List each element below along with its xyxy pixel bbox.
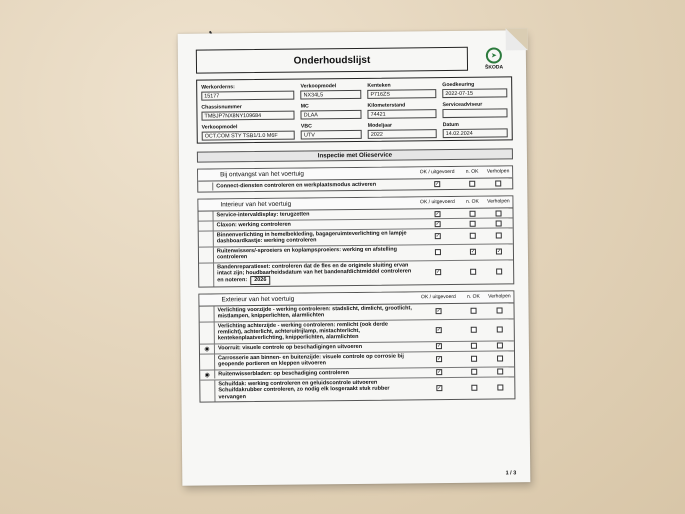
field-label: Goedkeuring — [442, 81, 475, 89]
field-value: TMBJP7NX8NY109684 — [201, 111, 294, 121]
field-value — [443, 108, 508, 118]
inspection-block — [198, 290, 515, 402]
checkbox-cell — [486, 356, 514, 362]
field-value: UTV — [301, 130, 362, 140]
row-text — [213, 304, 415, 321]
column-header: OK / uitgevoerd — [420, 198, 455, 206]
block-title: Bij ontvangst van het voertuig — [220, 170, 304, 179]
column-header: n. OK — [465, 198, 479, 205]
checkbox-cell — [416, 356, 462, 362]
checkbox[interactable] — [471, 369, 477, 375]
inspection-blocks — [197, 165, 515, 402]
checkbox-cell — [485, 249, 513, 255]
info-field — [202, 124, 295, 141]
checkbox-cell — [414, 181, 460, 187]
checkbox-cell — [486, 343, 514, 349]
checkbox[interactable]: ✓ — [436, 327, 441, 334]
info-field — [442, 81, 507, 98]
field-label: Serviceadviseur — [442, 101, 483, 109]
block-title: Interieur van het voertuig — [220, 200, 292, 209]
checkbox[interactable]: ✓ — [436, 308, 441, 315]
checkbox[interactable]: ✓ — [470, 248, 476, 255]
row-description: Verlichting voorzijde - werking controleren: stadslicht, dimlicht, grootlicht, mistlampen, knipperlichten, alarmlichten — [217, 305, 412, 320]
checkbox-cell — [415, 220, 461, 226]
checkbox-cell — [462, 369, 486, 375]
checkbox[interactable] — [497, 385, 503, 391]
checkbox-cell — [416, 369, 462, 375]
row-description: Ruitenwissers/-sproeiers en koplampsproeiers: werking en afstelling controleren — [216, 246, 397, 261]
checkbox[interactable]: ✓ — [437, 385, 442, 392]
column-header: Verholpen — [487, 198, 510, 205]
brand-name: ŠKODA — [484, 63, 504, 71]
row-description: Verlichting achterzijde - werking controleren: remlicht (ook derde remlicht), achterlicht, achteruitrijlamp, mistachterlicht, kentekenplaatverlichting, knipperlichten, alarmlichten — [217, 321, 388, 342]
checkbox[interactable] — [470, 269, 476, 275]
field-value: OCT.COM STY TSB1/1.0 M6F — [202, 131, 295, 141]
row-text — [213, 210, 415, 221]
checkbox[interactable]: ✓ — [437, 356, 442, 363]
checkbox[interactable] — [497, 308, 503, 314]
row-description: Bandenreparatieset: controleren dat de fles en de originele sluiting ervan intact zijn; houdbaarheidsdatum van het bandenafdichtmiddel controleren en noteren: — [217, 262, 412, 284]
checkbox-cell — [461, 220, 485, 226]
column-header: Verholpen — [486, 168, 510, 175]
checkbox[interactable]: ✓ — [435, 181, 440, 188]
row-description: Ruitenwisserbladen: op beschadiging controleren — [218, 370, 350, 378]
checkbox-cell — [461, 269, 485, 275]
checklist-row — [200, 319, 514, 345]
checkbox[interactable] — [470, 233, 476, 239]
field-label: Werkorderns: — [201, 84, 235, 91]
checkbox[interactable] — [471, 385, 477, 391]
block-title: Exterieur van het voertuig — [221, 295, 295, 304]
row-text — [212, 180, 414, 191]
checkbox-cell — [416, 327, 462, 333]
checkbox-cell — [416, 343, 462, 349]
row-text — [213, 229, 415, 246]
row-description: Carrosserie aan binnen- en buitenzijde: visuele controle op corrosie bij geopende portieren en kleppen uitvoeren — [218, 353, 404, 368]
field-label: Kilometerstand — [367, 102, 406, 109]
checkbox[interactable] — [435, 249, 441, 255]
row-marker-icon: ◉ — [204, 372, 210, 379]
checkbox[interactable] — [496, 233, 502, 239]
checkbox-cell — [486, 369, 514, 375]
checkbox[interactable] — [496, 210, 502, 216]
field-label: Modeljaar — [367, 122, 393, 129]
checkbox[interactable] — [497, 327, 503, 333]
row-text — [213, 245, 415, 262]
row-text — [214, 352, 416, 369]
row-text — [214, 368, 416, 379]
column-header: Verholpen — [488, 292, 511, 300]
checkbox[interactable] — [469, 181, 475, 187]
checkbox[interactable]: ✓ — [435, 220, 440, 227]
checkbox-cell — [462, 356, 486, 362]
row-text — [213, 220, 415, 231]
header — [196, 46, 512, 73]
checkbox-cell — [460, 181, 484, 187]
checklist-row — [198, 178, 512, 191]
row-text — [214, 320, 416, 343]
column-header: n. OK — [465, 168, 479, 175]
checkbox-cell — [415, 210, 461, 216]
field-value: 74421 — [368, 109, 437, 119]
checkbox-cell — [486, 308, 514, 314]
checkbox-cell — [484, 180, 512, 186]
field-label: VBC — [300, 123, 312, 130]
row-description: Schuifdak: werking controleren en geluidscontrole uitvoeren Schuifdakrubber controleren, zo nodig elk losgeraakt stuk rubber vervangen — [218, 379, 390, 400]
checkbox[interactable]: ✓ — [496, 248, 502, 255]
section-title: Inspectie met Olieservice — [197, 148, 513, 162]
checkbox[interactable]: ✓ — [436, 343, 442, 350]
field-value: 14.02.2024 — [443, 128, 508, 138]
row-description: Voorruit: visuele controle op beschadigingen uitvoeren — [217, 344, 363, 352]
checklist-row — [199, 260, 513, 287]
checkbox[interactable] — [471, 343, 477, 349]
field-label: Kenteken — [367, 82, 391, 89]
checkbox-cell — [462, 343, 486, 349]
column-header: OK / uitgevoerd — [419, 168, 455, 176]
row-description: Connect-diensten controleren en werkplaatsmodus activeren — [216, 181, 377, 190]
checkbox-cell — [415, 269, 461, 275]
checkbox-cell — [461, 249, 485, 255]
info-field — [443, 121, 508, 138]
checkbox[interactable]: ✓ — [435, 210, 440, 217]
row-text — [213, 261, 415, 286]
info-field — [201, 104, 294, 121]
row-description: Service-intervaldisplay: terugzetten — [216, 211, 310, 219]
checkbox-cell — [486, 385, 514, 391]
field-value: 15177 — [201, 91, 294, 101]
checkbox-cell — [416, 308, 462, 314]
checkbox[interactable] — [470, 220, 476, 226]
checkbox[interactable] — [496, 269, 502, 275]
info-field — [442, 101, 507, 118]
field-label: Verkoopmodel — [201, 124, 238, 131]
info-field — [367, 82, 436, 99]
field-value: 2022 — [368, 129, 437, 139]
checkbox[interactable]: ✓ — [435, 233, 441, 240]
info-field — [300, 83, 361, 100]
row-text — [214, 378, 416, 401]
page-number: 1 / 3 — [505, 470, 517, 477]
checkbox[interactable] — [497, 356, 503, 362]
checkbox-cell — [485, 210, 513, 216]
document-title: Onderhoudslijst — [196, 47, 468, 74]
field-value: 2022-07-15 — [442, 88, 507, 98]
info-field — [301, 123, 362, 140]
checkbox-cell — [462, 385, 486, 391]
checkbox[interactable]: ✓ — [436, 269, 441, 276]
field-label: Verkoopmodel — [300, 83, 337, 90]
row-marker-icon: ◉ — [204, 346, 210, 353]
checkbox[interactable] — [496, 220, 502, 226]
checkbox-cell — [485, 269, 513, 275]
checkbox-cell — [462, 308, 486, 314]
row-text — [214, 343, 416, 354]
maintenance-sheet — [178, 30, 531, 486]
checkbox[interactable] — [471, 356, 477, 362]
skoda-logo-icon: ➤ — [486, 47, 502, 63]
checkbox-cell — [461, 233, 485, 239]
checkbox-cell — [415, 233, 461, 239]
field-label: Datum — [442, 121, 459, 129]
checkbox-cell — [485, 233, 513, 239]
row-description: Binnenverlichting in hemelbekleding, bagageruimteverlichting en lampje dashboardkastje: werking controleren — [216, 230, 407, 245]
checkbox[interactable] — [495, 180, 501, 186]
column-header: OK / uitgevoerd — [421, 293, 456, 300]
field-label: Chassisnummer — [201, 104, 242, 111]
info-field — [368, 102, 437, 119]
expiry-year-field: 2026 — [250, 276, 270, 285]
checkbox-cell — [461, 210, 485, 216]
info-field — [201, 84, 294, 101]
checkbox[interactable]: ✓ — [437, 369, 442, 376]
checkbox-cell — [416, 385, 462, 391]
checkbox[interactable] — [471, 308, 477, 314]
checkbox-cell — [486, 327, 514, 333]
checkbox[interactable] — [471, 327, 477, 333]
checkbox[interactable] — [470, 210, 476, 216]
vehicle-info-grid — [196, 76, 513, 143]
inspection-block — [197, 165, 513, 192]
field-label: MC — [300, 103, 309, 110]
checkbox-cell — [462, 327, 486, 333]
field-value: P716ZS — [367, 89, 436, 99]
checkbox[interactable] — [497, 343, 503, 349]
checkbox[interactable] — [497, 369, 503, 375]
checkbox-cell — [485, 220, 513, 226]
checklist-row — [200, 377, 514, 402]
field-value: NX34L5 — [301, 90, 362, 100]
checkbox-cell — [415, 249, 461, 255]
info-field — [368, 122, 437, 139]
inspection-block — [197, 195, 514, 287]
column-header: n. OK — [466, 293, 480, 300]
row-description: Claxon: werking controleren — [216, 221, 291, 229]
info-field — [301, 103, 362, 120]
skoda-logo — [476, 47, 512, 70]
field-value: DLAA — [301, 110, 362, 120]
